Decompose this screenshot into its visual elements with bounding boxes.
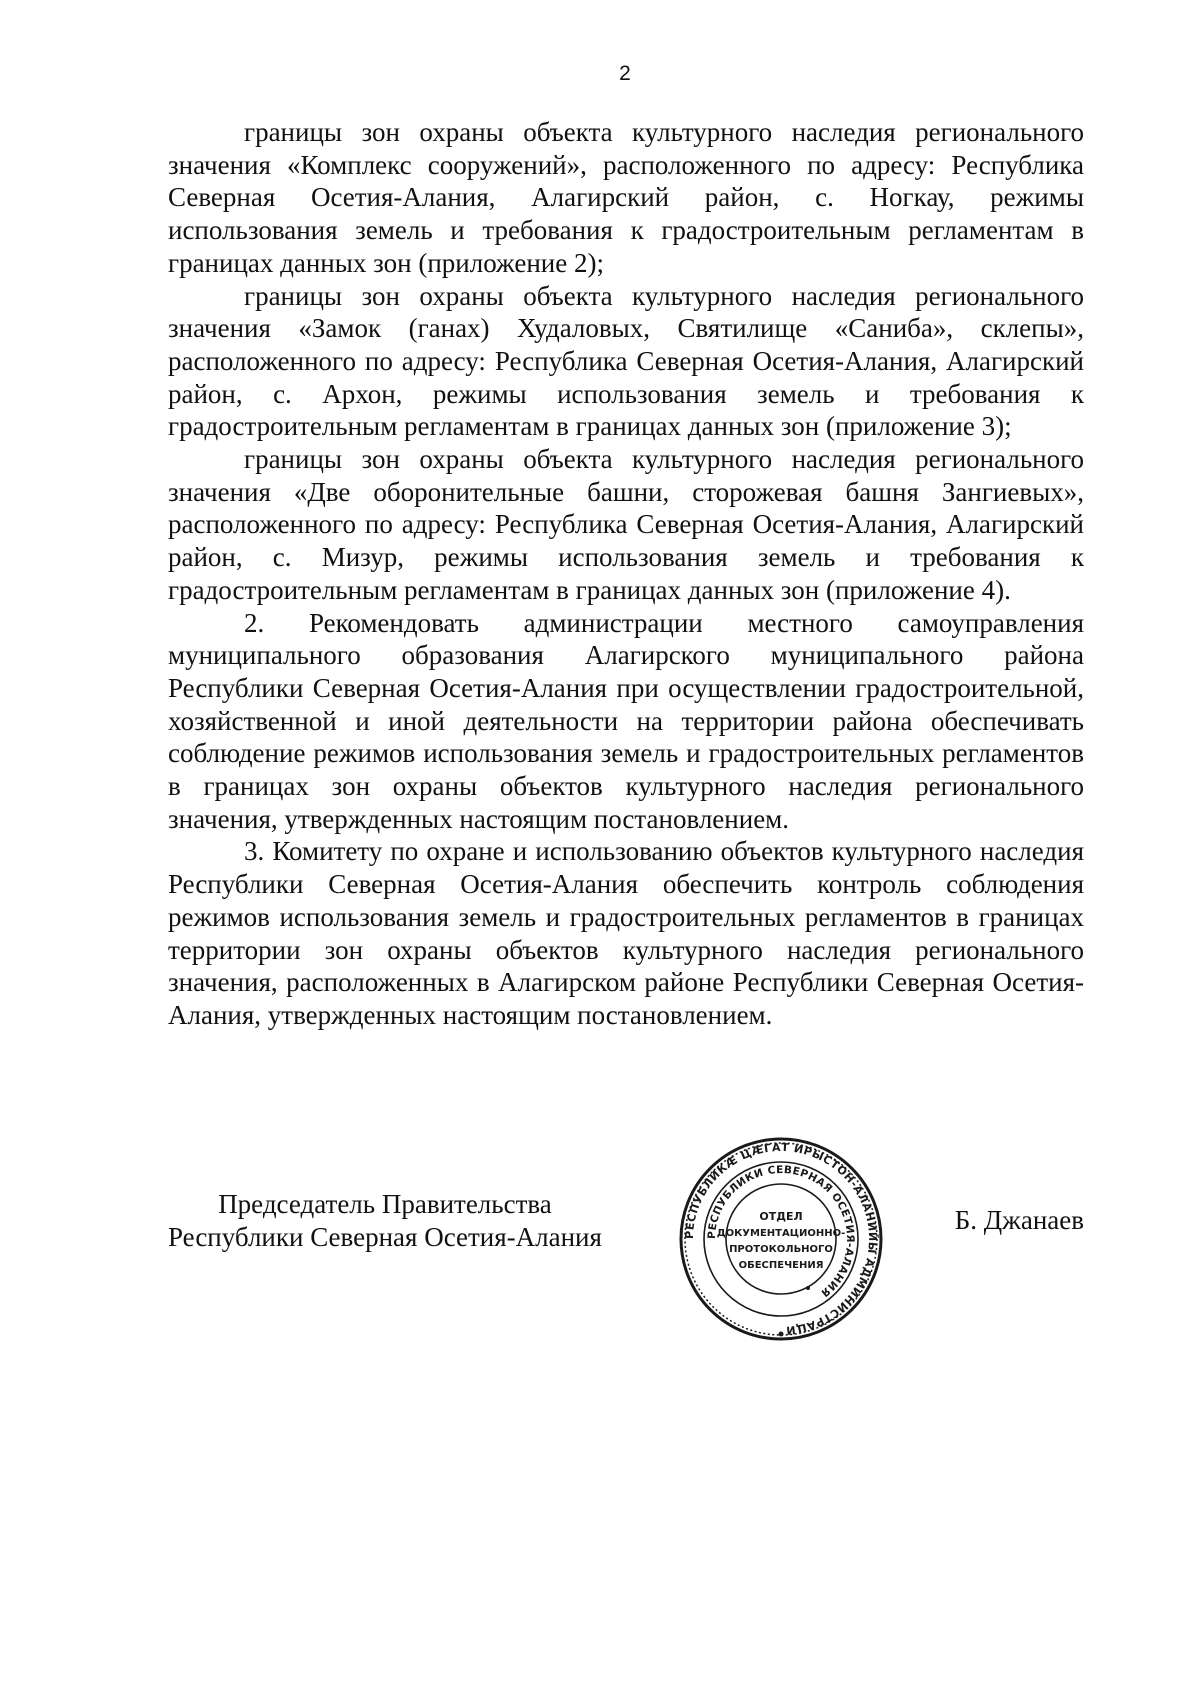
seal-center-line4: ОБЕСПЕЧЕНИЯ [738,1260,824,1271]
seal-star-bottom [779,1332,784,1337]
document-body [168,116,1084,1032]
paragraph-zone-mizur: границы зон охраны объекта культурного наследия регионального значения «Две оборонительные башни, сторожевая башня Зангиевых», расположенного по адресу: Республика Северная Осетия-Алания, Алагирский район, с. Мизур, режимы использования земель и требования к градостроительным регламентам в границах данных зон (приложение 4). [168,444,1084,605]
seal-center-line1: ОТДЕЛ [759,1210,803,1223]
paragraph-item-3: 3. Комитету по охране и использованию объектов культурного наследия Республики Северная Осетия-Алания обеспечить контроль соблюдения режимов использования земель и градостроительных регламентов в границах территории зон охраны объектов культурного наследия регионального значения, расположенных в Алагирском районе Республики Северная Осетия-Алания, утвержденных настоящим постановлением. [168,836,1084,1030]
paragraph-item-2: 2. Рекомендовать администрации местного самоуправления муниципального образования Алагирского муниципального района Республики Северная Осетия-Алания при осуществлении градостроительной, хозяйственной и иной деятельности на территории района обеспечивать соблюдение режимов использования земель и градостроительных регламентов в границах зон охраны объектов культурного наследия регионального значения, утвержденных настоящим постановлением. [168,607,1084,834]
paragraph-zone-nogkau: границы зон охраны объекта культурного наследия регионального значения «Комплекс сооружений», расположенного по адресу: Республика Северная Осетия-Алания, Алагирский район, с. Ногкау, режимы использования земель и требования к градостроительным регламентам в границах данных зон (приложение 2); [168,117,1084,278]
paragraph-zone-arkhon: границы зон охраны объекта культурного наследия регионального значения «Замок (ганах) Худаловых, Святилище «Саниба», склепы», расположенного по адресу: Республика Северная Осетия-Алания, Алагирский район, с. Архон, режимы использования земель и требования к градостроительным регламентам в границах данных зон (приложение 3); [168,280,1084,442]
official-seal-icon [678,1136,884,1342]
page-number: 2 [619,62,631,85]
signatory-title-line2: Республики Северная Осетия-Алания [168,1222,602,1252]
seal-center-line3: ПРОТОКОЛЬНОГО [729,1244,833,1255]
seal-star-inner [806,1286,810,1290]
signatory-title [168,1188,602,1254]
seal-center-line2: ДОКУМЕНТАЦИОННО- [716,1228,846,1239]
signatory-name: Б. Джанаев [954,1205,1084,1235]
signatory-title-line1: Председатель Правительства [218,1189,552,1219]
seal-outer-ring-text: РЕСПУБЛИКÆ ЦÆГАТ ИРЫСТОН-АЛАНИЙЫ АДМИНИСТРАЦИ [682,1140,880,1337]
signature-block [168,1140,1084,1388]
seal-middle-ring-text: РЕСПУБЛИКИ СЕВЕРНАЯ ОСЕТИЯ-АЛАНИЯ [705,1163,857,1300]
